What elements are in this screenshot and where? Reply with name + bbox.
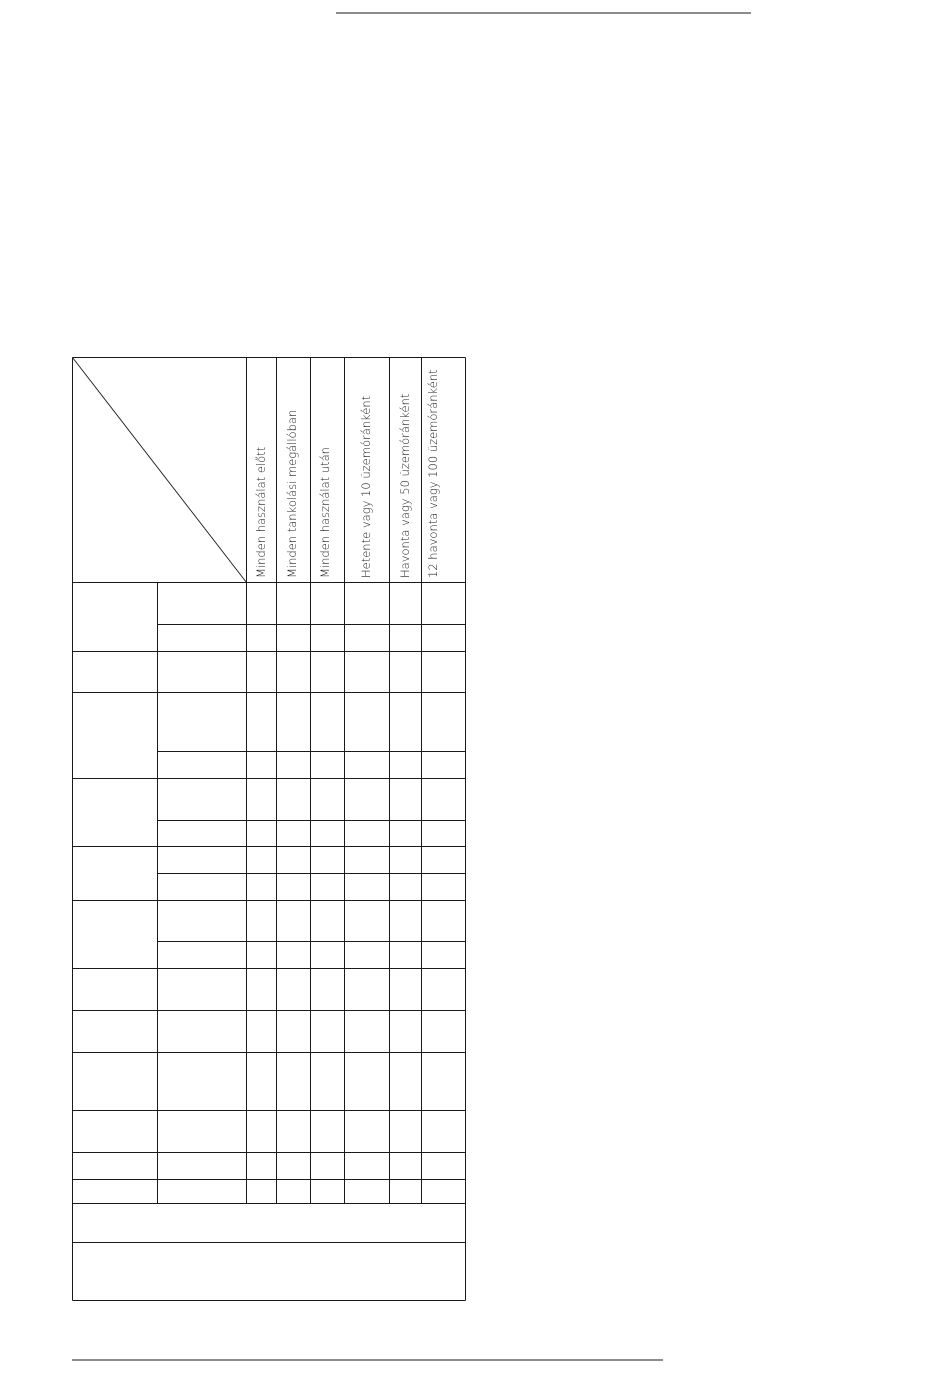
header-diagonal [73,358,247,583]
column-header-yearly: 12 havonta vagy 100 üzemóránként [426,369,440,578]
column-header-weekly: Hetente vagy 10 üzemóránként [359,395,373,578]
bottom-rule [72,1359,663,1361]
column-header-after-use: Minden használat után [318,447,332,578]
column-header-monthly: Havonta vagy 50 üzemóránként [398,393,412,578]
column-header-refuel-stop: Minden tankolási megállóban [285,409,299,578]
column-header-before-use: Minden használat előtt [254,446,268,578]
